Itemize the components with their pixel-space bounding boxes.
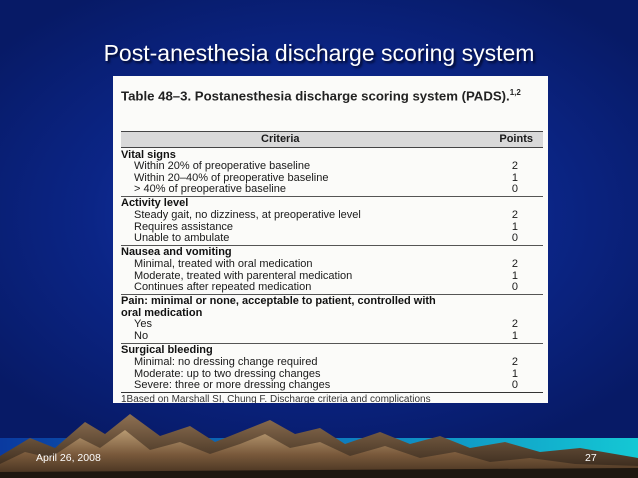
row-label: Requires assistance — [134, 220, 234, 233]
table-row — [121, 319, 543, 331]
row-label: > 40% of preoperative baseline — [134, 183, 286, 195]
row-points: 1 — [511, 329, 518, 342]
slide-title: Post-anesthesia discharge scoring system — [103, 40, 535, 66]
section-pain: Pain: minimal or none, acceptable to patient, controlled with oral medication — [121, 295, 436, 319]
row-points: 2 — [511, 258, 518, 270]
row-points: 2 — [511, 160, 518, 172]
table-header — [121, 131, 543, 148]
row-points: 1 — [511, 269, 518, 282]
row-points: 2 — [511, 356, 518, 368]
section-surgical-bleeding: Surgical bleeding — [121, 344, 213, 356]
table-caption — [121, 85, 541, 103]
row-label: Yes — [134, 318, 152, 330]
table-row — [121, 184, 543, 196]
row-points: 1 — [511, 367, 518, 380]
table-caption-refs: 1,2 — [509, 88, 521, 97]
row-label: Minimal: no dressing change required — [134, 356, 318, 368]
pads-table-image — [113, 76, 548, 403]
row-label: Unable to ambulate — [134, 232, 230, 244]
row-label: Moderate: up to two dressing changes — [134, 367, 321, 380]
table-row — [121, 282, 543, 294]
table-row — [121, 259, 543, 271]
row-points: 0 — [511, 379, 518, 391]
table-footnote: 1Based on Marshall SI, Chung F. Discharge criteria and complications — [121, 394, 431, 403]
row-label: Severe: three or more dressing changes — [134, 379, 331, 391]
header-criteria: Criteria — [261, 133, 300, 145]
row-label: Continues after repeated medication — [134, 281, 312, 293]
mountain-landscape — [0, 408, 638, 478]
row-label: Within 20% of preoperative baseline — [134, 160, 311, 172]
header-points: Points — [499, 133, 533, 145]
table-row — [121, 331, 543, 343]
section-activity-level: Activity level — [121, 197, 189, 209]
row-label: Moderate, treated with parenteral medication — [134, 269, 353, 282]
row-label: Minimal, treated with oral medication — [134, 258, 313, 270]
row-label: Within 20–40% of preoperative baseline — [134, 171, 329, 184]
table-caption-text: Table 48–3. Postanesthesia discharge scoring system (PADS). — [121, 88, 510, 104]
row-points: 0 — [511, 183, 518, 195]
table-bottom-rule — [121, 392, 543, 393]
row-points: 2 — [511, 209, 518, 221]
table-row — [121, 380, 543, 392]
table-row — [121, 161, 543, 173]
row-label: Steady gait, no dizziness, at preoperative level — [134, 209, 361, 221]
page-number: 27 — [585, 452, 597, 464]
row-points: 0 — [511, 281, 518, 293]
row-points: 0 — [511, 232, 518, 244]
section-vital-signs: Vital signs — [121, 149, 176, 161]
row-points: 1 — [511, 171, 518, 184]
row-points: 2 — [511, 318, 518, 330]
footer-date: April 26, 2008 — [36, 452, 101, 464]
table-row — [121, 357, 543, 369]
table-row — [121, 210, 543, 222]
section-nausea-vomiting: Nausea and vomiting — [121, 246, 232, 258]
table-row — [121, 233, 543, 245]
row-label: No — [134, 329, 149, 342]
row-points: 1 — [511, 220, 518, 233]
